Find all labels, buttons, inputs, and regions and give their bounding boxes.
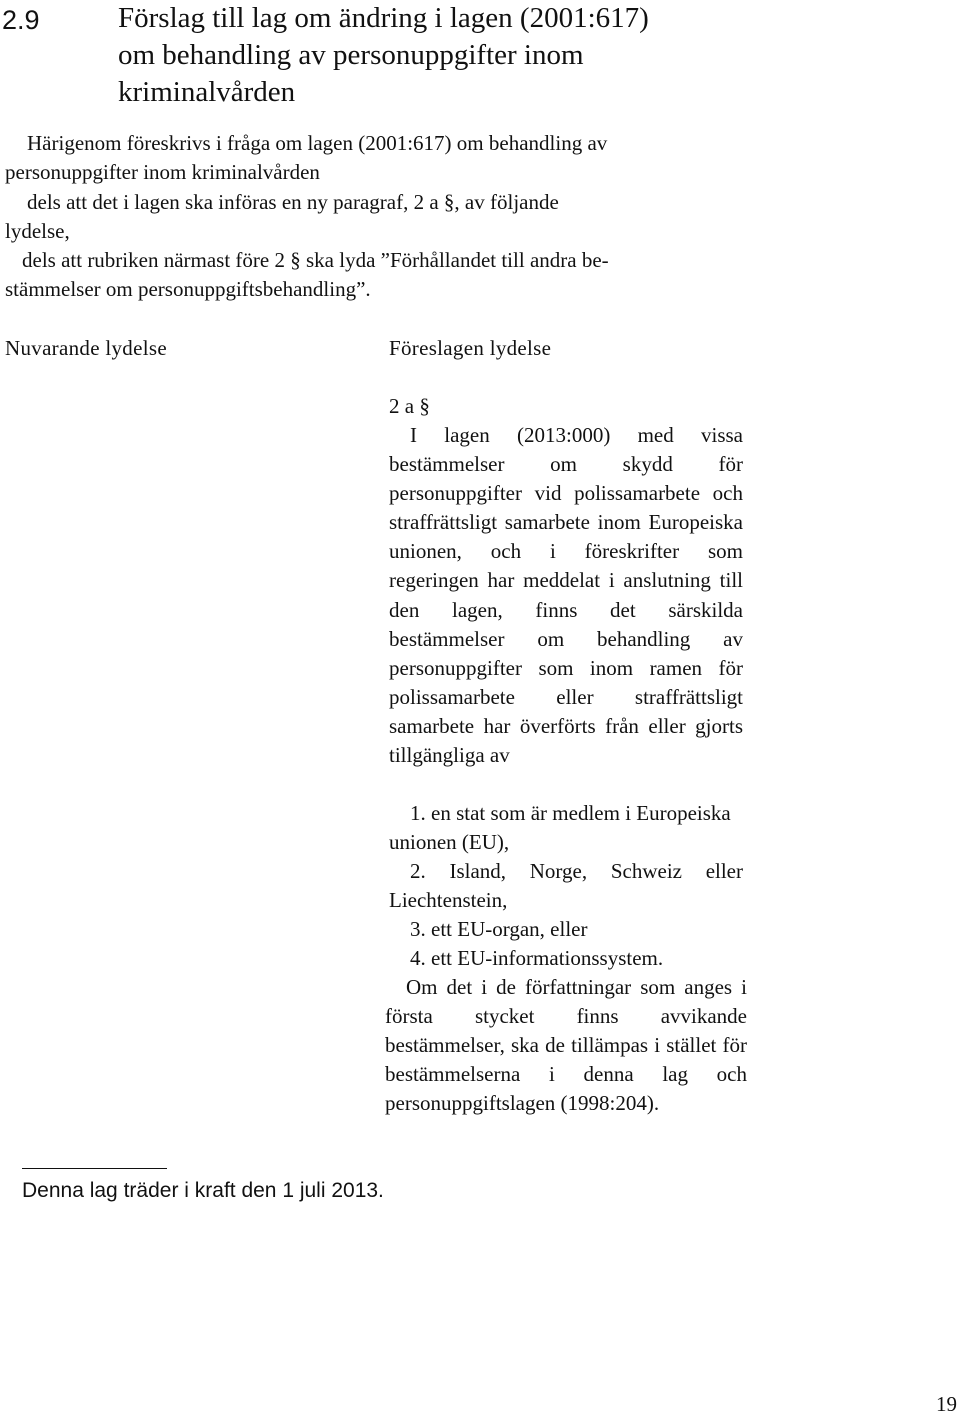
section-title-line-2: om behandling av personuppgifter inom xyxy=(118,39,584,71)
section-number: 2.9 xyxy=(2,5,40,35)
current-wording-header: Nuvarande lydelse xyxy=(5,336,167,360)
list-item-3: 3. ett EU-organ, eller xyxy=(410,917,588,941)
intro-paragraph-1-line-1: Härigenom föreskrivs i fråga om lagen (2001:617) om behandling av xyxy=(27,131,608,155)
intro-paragraph-2-line-2: lydelse, xyxy=(5,219,70,243)
section-title-line-3: kriminalvården xyxy=(118,76,296,108)
list-item-1: 1. en stat som är medlem i Europeiska unionen (EU), xyxy=(389,801,731,855)
paragraph-symbol: 2 a § xyxy=(389,394,430,418)
list-item-2: 2. Island, Norge, Schweiz eller Liechtenstein, xyxy=(389,859,743,913)
intro-paragraph-3-line-2: stämmelser om personuppgiftsbehandling”. xyxy=(5,277,371,301)
intro-paragraph-1-line-2: personuppgifter inom kriminalvården xyxy=(5,160,320,184)
section-title xyxy=(118,0,758,111)
section-title-line-1: Förslag till lag om ändring i lagen (2001:617) xyxy=(118,2,649,34)
footnote-divider xyxy=(22,1168,167,1169)
footnote-text: Denna lag träder i kraft den 1 juli 2013. xyxy=(22,1179,384,1202)
proposal-body: I lagen (2013:000) med vissa bestämmelser om skydd för personuppgifter vid polissamarbete och straffrättsligt samarbete inom Europeiska unionen, och i föreskrifter som regeringen har meddelat i anslutning till den lagen, finns det särskilda bestämmelser om behandling av personuppgifter som inom ramen för polissamarbete eller straffrättsligt samarbete har överförts från eller gjorts tillgängliga av xyxy=(389,423,743,768)
list-item-4: 4. ett EU-informationssystem. xyxy=(410,946,664,970)
proposed-wording-header: Föreslagen lydelse xyxy=(389,336,552,360)
intro-paragraph-3-line-1: dels att rubriken närmast före 2 § ska lyda ”Förhållandet till andra be- xyxy=(22,248,609,272)
page-number: 19 xyxy=(936,1392,957,1416)
closing-paragraph: Om det i de författningar som anges i första stycket finns avvikande bestämmelser, ska de tillämpas i stället för bestämmelserna i denna lag och personuppgiftslagen (1998:204). xyxy=(385,975,747,1116)
intro-paragraph-2-line-1: dels att det i lagen ska införas en ny paragraf, 2 a §, av följande xyxy=(27,190,559,214)
